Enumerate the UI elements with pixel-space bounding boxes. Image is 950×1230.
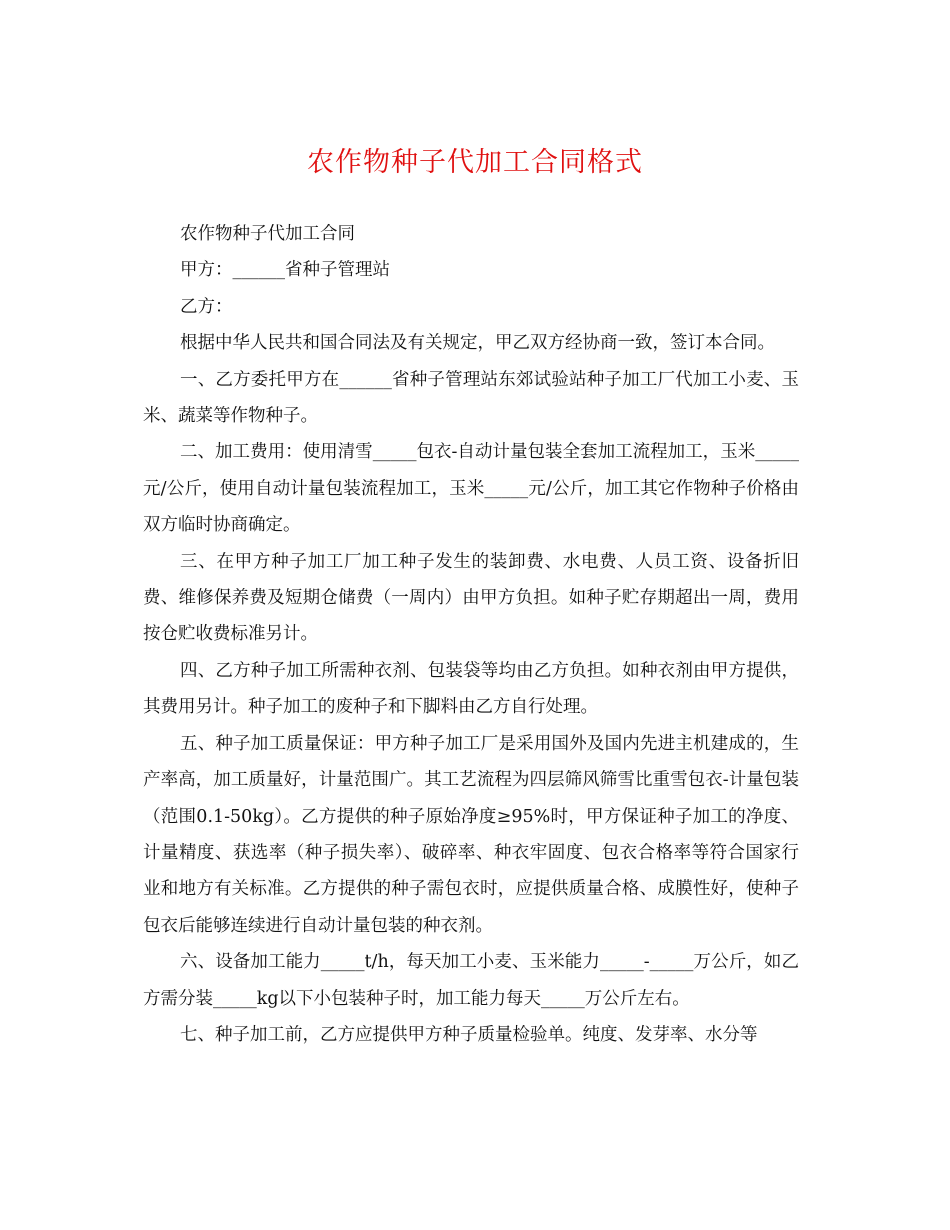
document-title: 农作物种子代加工合同格式 [307, 147, 643, 178]
paragraph-clause-6: 六、设备加工能力_____t/h，每天加工小麦、玉米能力_____-_____万公斤，如乙方需分装_____kg以下小包装种子时，加工能力每天_____万公斤左右。 [143, 952, 799, 1009]
paragraph-clause-4: 四、乙方种子加工所需种衣剂、包装袋等均由乙方负担。如种衣剂由甲方提供，其费用另计。种子加工的废种子和下脚料由乙方自行处理。 [143, 660, 799, 718]
paragraph-clause-5: 五、种子加工质量保证：甲方种子加工厂是采用国外及国内先进主机建成的，生产率高，加工质量好，计量范围广。其工艺流程为四层筛风筛雪比重雪包衣-计量包装（范围0.1-50kg）。乙方提供的种子原始净度≥95%时，甲方保证种子加工的净度、计量精度、获选率（种子损失率）、破碎率、种衣牢固度、包衣合格率等符合国家行业和地方有关标准。乙方提供的种子需包衣时，应提供质量合格、成膜性好，使种子包衣后能够连续进行自动计量包装的种衣剂。 [143, 733, 799, 936]
document-body [143, 216, 799, 1053]
paragraph-party-b: 乙方： [180, 296, 233, 317]
paragraph-party-a: 甲方：______省种子管理站 [180, 260, 390, 281]
paragraph-clause-1: 一、乙方委托甲方在______省种子管理站东郊试验站种子加工厂代加工小麦、玉米、蔬菜等作物种子。 [143, 369, 799, 427]
paragraph-clause-2: 二、加工费用：使用清雪_____包衣-自动计量包装全套加工流程加工，玉米_____元/公斤，使用自动计量包装流程加工，玉米_____元/公斤，加工其它作物种子价格由双方临时协商确定。 [143, 442, 799, 536]
paragraph-contract-name: 农作物种子代加工合同 [180, 224, 355, 244]
paragraph-preamble: 根据中华人民共和国合同法及有关规定，甲乙双方经协商一致，签订本合同。 [180, 333, 775, 354]
paragraph-clause-3: 三、在甲方种子加工厂加工种子发生的装卸费、水电费、人员工资、设备折旧费、维修保养费及短期仓储费（一周内）由甲方负担。如种子贮存期超出一周，费用按仓贮收费标准另计。 [143, 551, 799, 645]
paragraph-clause-7: 七、种子加工前，乙方应提供甲方种子质量检验单。纯度、发芽率、水分等 [180, 1024, 758, 1045]
